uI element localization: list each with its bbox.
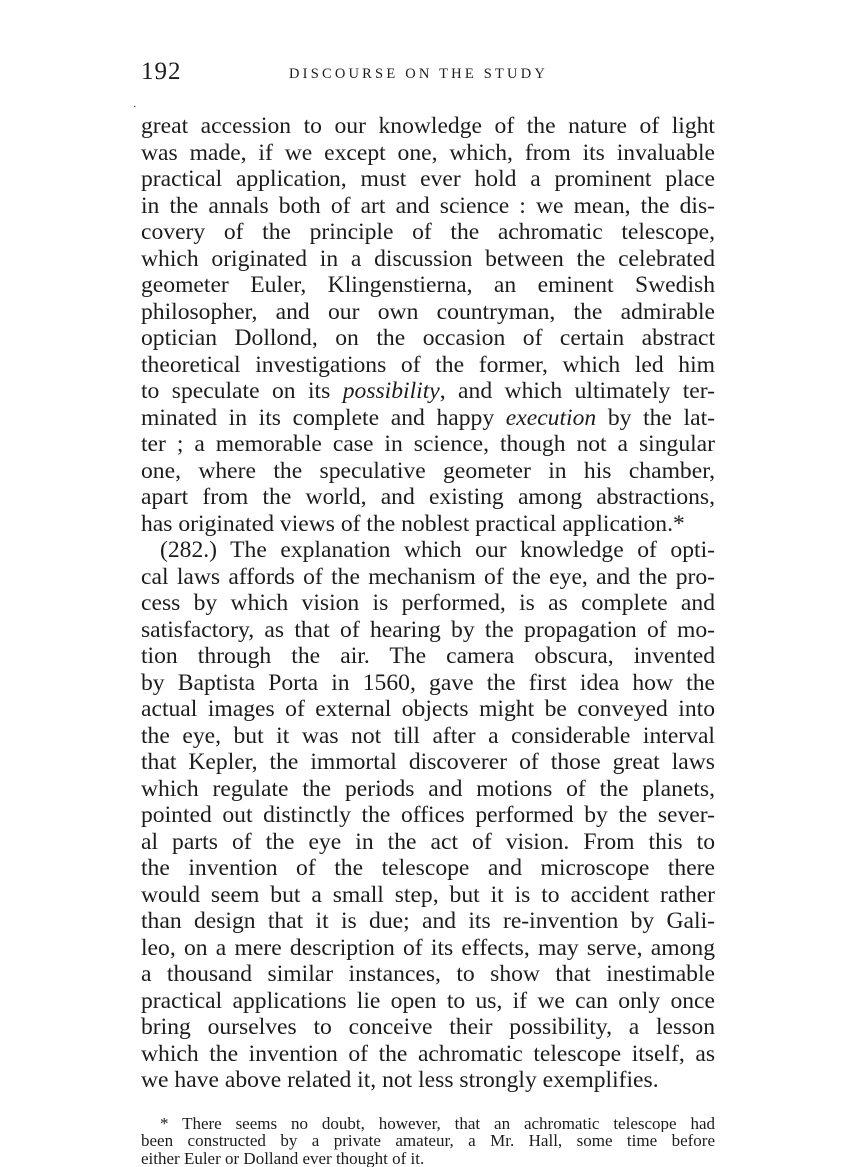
- text-line: bring ourselves to conceive their possibility, a lesson: [141, 1014, 715, 1041]
- text-line: optician Dollond, on the occasion of certain abstract: [141, 325, 715, 352]
- text-line: than design that it is due; and its re-invention by Gali-: [141, 908, 715, 935]
- text-line: apart from the world, and existing among abstractions,: [141, 484, 715, 511]
- text-line: al parts of the eye in the act of vision. From this to: [141, 829, 715, 856]
- text-line: minated in its complete and happy execution by the lat-: [141, 405, 715, 432]
- text-line: satisfactory, as that of hearing by the propagation of mo-: [141, 617, 715, 644]
- running-title: DISCOURSE ON THE STUDY: [289, 66, 548, 83]
- text-line: which regulate the periods and motions of the planets,: [141, 776, 715, 803]
- text-line: practical applications lie open to us, if we can only once: [141, 988, 715, 1015]
- text-line: which originated in a discussion between the celebrated: [141, 246, 715, 273]
- running-head: [141, 58, 715, 88]
- text-line: actual images of external objects might be conveyed into: [141, 696, 715, 723]
- margin-mark: ·: [133, 102, 137, 113]
- text-line: great accession to our knowledge of the nature of light: [141, 113, 715, 140]
- paragraph-start-line: (282.) The explanation which our knowledge of opti-: [141, 537, 715, 564]
- text-line: practical application, must ever hold a prominent place: [141, 166, 715, 193]
- text-line: we have above related it, not less strongly exemplifies.: [141, 1067, 715, 1094]
- text-line: theoretical investigations of the former, which led him: [141, 352, 715, 379]
- page-number: 192: [141, 58, 182, 86]
- text-line: the invention of the telescope and microscope there: [141, 855, 715, 882]
- text-line: has originated views of the noblest practical application.*: [141, 511, 715, 538]
- text-line: would seem but a small step, but it is to accident rather: [141, 882, 715, 909]
- text-line: leo, on a mere description of its effects, may serve, among: [141, 935, 715, 962]
- text-line: cess by which vision is performed, is as complete and: [141, 590, 715, 617]
- text-line: pointed out distinctly the offices performed by the sever-: [141, 802, 715, 829]
- text-line: that Kepler, the immortal discoverer of those great laws: [141, 749, 715, 776]
- text-line: the eye, but it was not till after a considerable interval: [141, 723, 715, 750]
- footnote-line: * There seems no doubt, however, that an achromatic telescope had: [141, 1115, 715, 1133]
- text-line: to speculate on its possibility, and which ultimately ter-: [141, 378, 715, 405]
- text-line: ter ; a memorable case in science, though not a singular: [141, 431, 715, 458]
- footnote: [141, 1115, 715, 1167]
- text-line: was made, if we except one, which, from its invaluable: [141, 140, 715, 167]
- footnote-line: either Euler or Dolland ever thought of it.: [141, 1150, 715, 1167]
- italic-emphasis: execution: [506, 405, 596, 431]
- italic-emphasis: possibility: [343, 378, 440, 404]
- text-line: a thousand similar instances, to show that inestimable: [141, 961, 715, 988]
- text-line: tion through the air. The camera obscura, invented: [141, 643, 715, 670]
- text-line: in the annals both of art and science : we mean, the dis-: [141, 193, 715, 220]
- text-line: cal laws affords of the mechanism of the eye, and the pro-: [141, 564, 715, 591]
- text-line: geometer Euler, Klingenstierna, an eminent Swedish: [141, 272, 715, 299]
- text-line: covery of the principle of the achromatic telescope,: [141, 219, 715, 246]
- text-line: philosopher, and our own countryman, the admirable: [141, 299, 715, 326]
- book-page: [141, 58, 715, 1167]
- text-line: by Baptista Porta in 1560, gave the first idea how the: [141, 670, 715, 697]
- text-line: which the invention of the achromatic telescope itself, as: [141, 1041, 715, 1068]
- body-text: [141, 113, 715, 1094]
- footnote-line: been constructed by a private amateur, a Mr. Hall, some time before: [141, 1132, 715, 1150]
- text-line: one, where the speculative geometer in his chamber,: [141, 458, 715, 485]
